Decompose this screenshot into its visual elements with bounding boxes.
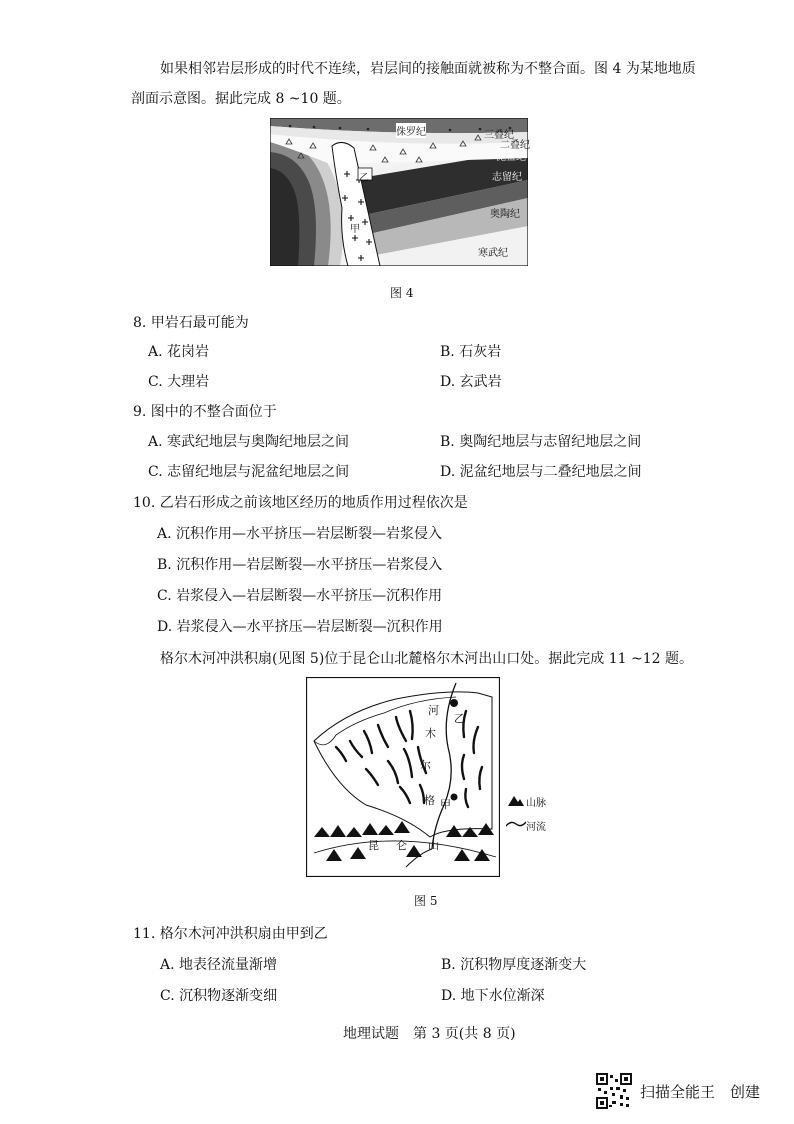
point-jia-label: 甲 [440, 798, 451, 811]
legend-river-label: 河流 [526, 822, 546, 833]
q10-option-d[interactable]: D. 岩浆侵入—水平挤压—岩层断裂—沉积作用 [157, 619, 443, 635]
label-triassic: 三叠纪 [484, 130, 514, 141]
q11-option-d[interactable]: D. 地下水位渐深 [441, 988, 545, 1004]
legend-river-icon [506, 820, 526, 828]
q11-option-c[interactable]: C. 沉积物逐渐变细 [160, 988, 278, 1004]
scanner-watermark: 扫描全能王 创建 [640, 1083, 761, 1101]
mountain-char-3: 山 [428, 839, 439, 852]
q9-option-a[interactable]: A. 寒武纪地层与奥陶纪地层之间 [148, 434, 350, 450]
river-char-2: 木 [425, 727, 436, 740]
page-footer: 地理试题 第 3 页(共 8 页) [343, 1026, 516, 1042]
q10-stem: 10. 乙岩石形成之前该地区经历的地质作用过程依次是 [133, 495, 468, 511]
q8-option-a[interactable]: A. 花岗岩 [148, 344, 210, 360]
label-jia: 甲 [350, 224, 360, 235]
q8-option-d[interactable]: D. 玄武岩 [440, 374, 502, 390]
q10-option-b[interactable]: B. 沉积作用—岩层断裂—水平挤压—岩浆侵入 [157, 557, 443, 573]
q10-option-c[interactable]: C. 岩浆侵入—岩层断裂—水平挤压—沉积作用 [157, 588, 443, 604]
mountain-char-1: 昆 [368, 839, 379, 852]
q9-stem: 9. 图中的不整合面位于 [133, 404, 277, 420]
qr-code-icon [596, 1073, 632, 1109]
q11-option-b[interactable]: B. 沉积物厚度逐渐变大 [441, 957, 587, 973]
label-ordovician: 奥陶纪 [490, 209, 520, 220]
q8-stem: 8. 甲岩石最可能为 [133, 315, 249, 331]
label-yi: 乙 [359, 173, 369, 184]
legend-mountain-icon [508, 794, 524, 806]
label-cambrian: 寒武纪 [478, 248, 508, 259]
label-permian: 二叠纪 [500, 140, 530, 151]
q9-option-d[interactable]: D. 泥盆纪地层与二叠纪地层之间 [440, 464, 642, 480]
q11-option-a[interactable]: A. 地表径流量渐增 [160, 957, 278, 973]
q8-option-b[interactable]: B. 石灰岩 [440, 344, 502, 360]
river-char-4: 格 [424, 794, 435, 807]
legend-mountain-label: 山脉 [526, 798, 546, 809]
intro-line-1: 如果相邻岩层形成的时代不连续，岩层间的接触面就被称为不整合面。图 4 为某地地质 [160, 61, 696, 77]
figure-4-caption: 图 4 [390, 286, 414, 300]
river-char-3: 尔 [420, 759, 431, 772]
point-yi-label: 乙 [454, 712, 465, 725]
intro-line-2: 剖面示意图。据此完成 8 ~10 题。 [131, 91, 351, 107]
q9-option-c[interactable]: C. 志留纪地层与泥盆纪地层之间 [148, 464, 350, 480]
label-jurassic: 侏罗纪 [396, 123, 426, 138]
river-char-1: 河 [428, 704, 439, 717]
label-silurian: 志留纪 [492, 172, 522, 183]
label-devonian: 泥盆纪 [496, 152, 526, 163]
mountain-char-2: 仑 [396, 839, 407, 852]
intro-2: 格尔木河冲洪积扇(见图 5)位于昆仑山北麓格尔木河出山口处。据此完成 11 ~12 题。 [160, 651, 693, 667]
q11-stem: 11. 格尔木河冲洪积扇由甲到乙 [133, 926, 328, 942]
q8-option-c[interactable]: C. 大理岩 [148, 374, 210, 390]
q10-option-a[interactable]: A. 沉积作用—水平挤压—岩层断裂—岩浆侵入 [157, 526, 443, 542]
figure-5-caption: 图 5 [414, 894, 438, 908]
q9-option-b[interactable]: B. 奥陶纪地层与志留纪地层之间 [440, 434, 642, 450]
